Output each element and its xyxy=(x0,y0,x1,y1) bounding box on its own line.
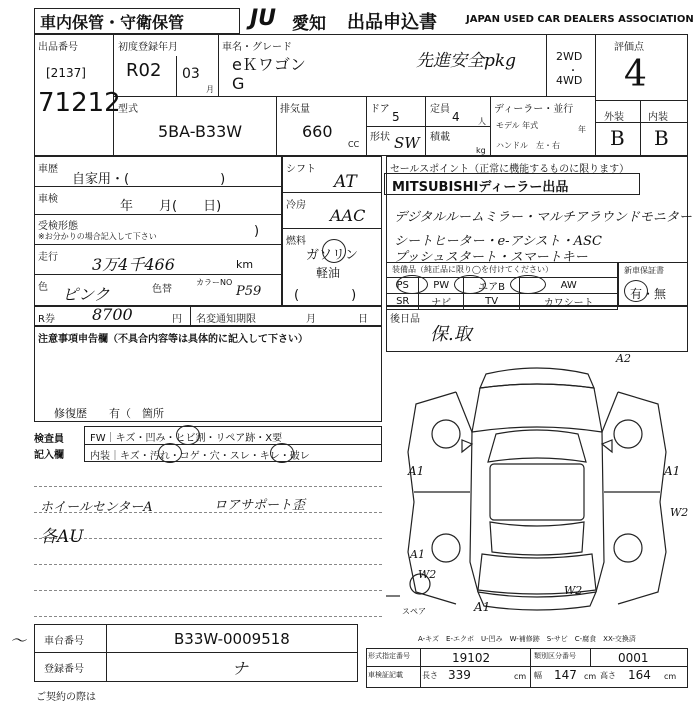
int-mark-circle-1 xyxy=(158,443,182,463)
shape-value: SW xyxy=(394,134,420,152)
ac-value: AAC xyxy=(330,206,366,225)
mark-a1-lower: A1 xyxy=(410,548,425,561)
mark-w2-rear: W2 xyxy=(564,584,583,597)
equip-navi: ナビ xyxy=(419,294,463,310)
storage-stamp-text: 車内保管・守衛保管 xyxy=(40,13,185,32)
mileage-value: 3万4千466 xyxy=(92,255,175,274)
height-label: 高さ xyxy=(600,671,616,680)
mark-a2: A2 xyxy=(616,352,631,365)
score-value: 4 xyxy=(624,54,647,95)
inspector-fw-row: FW｜キズ・凹み・ヒビ割・リペア跡・X要 xyxy=(90,433,283,444)
exterior-grade: B xyxy=(610,126,625,150)
equip-sr: SR xyxy=(387,294,419,310)
chassis-label: 車台番号 xyxy=(44,636,84,647)
remark-line-1: ホイールセンターA xyxy=(40,500,153,515)
capacity-value: 4 xyxy=(452,110,460,124)
drive-2wd: 2WD xyxy=(556,50,583,63)
int-mark-circle-2 xyxy=(270,443,294,463)
recycle-value: 8700 xyxy=(92,305,133,324)
mark-a1-left: A1 xyxy=(408,464,425,478)
mark-w2-right: W2 xyxy=(670,506,689,519)
shape-label: 形状 xyxy=(370,132,390,143)
height-unit: cm xyxy=(664,672,677,681)
capacity-label: 定員 xyxy=(430,104,450,115)
class-no: 0001 xyxy=(618,651,649,665)
capacity-unit: 人 xyxy=(478,117,486,126)
mileage-label: 走行 xyxy=(38,252,58,263)
history-value: 自家用・( ) xyxy=(72,172,226,187)
interior-label: 内装 xyxy=(648,112,668,123)
grade-note: 先進安全pkg xyxy=(416,51,517,71)
lot-sub-number: [2137] xyxy=(46,66,86,80)
first-reg-month: 03 xyxy=(182,66,200,82)
shift-value: AT xyxy=(334,172,357,192)
displacement-value: 660 xyxy=(302,122,333,141)
notice-month: 月 xyxy=(306,314,316,325)
equip-airbag-circle xyxy=(510,275,546,294)
cert-paren: ) xyxy=(254,224,260,239)
warranty-value: 有・無 xyxy=(630,287,667,301)
type-no-label: 形式指定番号 xyxy=(368,652,410,660)
first-reg-year: R02 xyxy=(126,60,162,81)
drive-4wd: 4WD xyxy=(556,74,583,87)
inspector-label-2: 記入欄 xyxy=(34,450,64,461)
damage-legend: A-キズ E-エクボ U-凹み W-補修跡 S-サビ C-腐食 XX-交換済 xyxy=(418,635,636,643)
fw-mark-circle xyxy=(176,425,200,445)
registration-slash: ナ xyxy=(232,659,249,678)
cert-note: ※お分かりの場合記入して下さい xyxy=(38,232,157,241)
org-name: 愛知 xyxy=(292,14,326,34)
inspection-value: 年 月( 日) xyxy=(120,199,222,214)
dealer-handle: ハンドル 左・右 xyxy=(496,141,560,150)
dims-label: 車検証記載 xyxy=(368,671,403,679)
equip-airbag: エアB xyxy=(463,278,520,294)
type-value: 5BA-B33W xyxy=(158,122,243,141)
length-unit: cm xyxy=(514,672,527,681)
registration-label: 登録番号 xyxy=(44,664,84,675)
exterior-label: 外装 xyxy=(604,112,624,123)
warranty-label: 新車保証書 xyxy=(624,266,664,275)
cert-label: 受検形態 xyxy=(38,221,78,232)
displacement-label: 排気量 xyxy=(280,104,310,115)
color-label: 色 xyxy=(38,282,48,293)
equip-ps: PS xyxy=(387,278,419,294)
dealer-year-unit: 年 xyxy=(578,125,586,134)
sales-line-3: プッシュスタート・スマートキー xyxy=(394,250,588,265)
notes-label: 注意事項申告欄（不具合内容等は具体的に記入して下さい） xyxy=(38,334,308,345)
equip-pw-circle xyxy=(454,275,486,294)
color-change-label: 色替 xyxy=(152,284,172,295)
model-grade: G xyxy=(232,74,245,93)
doors-value: 5 xyxy=(392,110,400,124)
type-label: 型式 xyxy=(118,104,138,115)
load-label: 積載 xyxy=(430,132,450,143)
fuel-paren: ( ) xyxy=(294,288,357,303)
remark-line-2: 各AU xyxy=(40,527,84,547)
first-reg-month-unit: 月 xyxy=(206,85,214,94)
inspection-label: 車検 xyxy=(38,194,58,205)
model-name: eＫワゴン xyxy=(232,55,306,74)
equip-ps-circle xyxy=(396,275,428,294)
shift-label: シフト xyxy=(286,164,316,175)
width-unit: cm xyxy=(584,672,597,681)
fuel-circle xyxy=(322,239,346,263)
width-value: 147 xyxy=(554,668,577,682)
interior-grade: B xyxy=(654,126,669,150)
width-label: 幅 xyxy=(534,671,542,680)
association-name: JAPAN USED CAR DEALERS ASSOCIATION xyxy=(466,14,694,25)
notice-label: 名変通知期限 xyxy=(196,314,256,325)
equip-aw: AW xyxy=(520,278,618,294)
dealer-model-year: モデル 年式 xyxy=(496,121,539,130)
load-unit: kg xyxy=(476,146,486,155)
sales-point-label: セールスポイント（正常に機能するものに限ります） xyxy=(390,164,630,175)
notice-day: 日 xyxy=(358,314,368,325)
color-value: ピンク xyxy=(62,285,110,304)
sales-line-1: デジタルルームミラー・マルチアラウンドモニター xyxy=(394,210,692,225)
color-code-label: カラーNO xyxy=(196,278,233,287)
first-reg-label: 初度登録年月 xyxy=(118,42,178,53)
length-value: 339 xyxy=(448,668,471,682)
drive-sep: ・ xyxy=(568,66,578,77)
fuel-diesel: 軽油 xyxy=(316,266,341,280)
mark-a1-right: A1 xyxy=(664,464,681,478)
inspector-interior-row: 内装｜キズ・汚れ・コゲ・穴・スレ・キレ・破レ xyxy=(90,451,310,462)
form-title: 出品申込書 xyxy=(347,12,437,33)
equipment-label: 装備品（純正品に限り◯を付けてください） xyxy=(392,265,553,274)
height-value: 164 xyxy=(628,668,651,682)
lot-number: 71212 xyxy=(38,88,121,118)
dealer-stamp: MITSUBISHIディーラー出品 xyxy=(392,180,569,195)
ac-label: 冷房 xyxy=(286,200,306,211)
model-label: 車名・グレード xyxy=(222,42,292,53)
warranty-circle xyxy=(624,280,648,302)
postscript-value: 保.取 xyxy=(430,324,472,345)
remark-line-1b: ロアサポート歪 xyxy=(214,498,306,513)
equip-tv: TV xyxy=(463,294,520,310)
length-label: 長さ xyxy=(422,671,438,680)
inspector-label-1: 検査員 xyxy=(34,434,64,445)
mark-a1-rear: A1 xyxy=(474,600,491,614)
lot-label: 出品番号 xyxy=(38,42,78,53)
fuel-gasoline: ガソリン xyxy=(306,248,359,263)
sales-line-2: シートヒーター・e-アシスト・ASC xyxy=(394,234,602,249)
fuel-label: 燃料 xyxy=(286,236,306,247)
postscript-label: 後日品 xyxy=(390,314,420,325)
registration-mark: ～ xyxy=(10,631,27,650)
doors-label: ドア xyxy=(370,104,390,115)
dealer-label: ディーラー・並行 xyxy=(494,104,574,115)
chassis-value: B33W-0009518 xyxy=(174,630,290,648)
type-no: 19102 xyxy=(452,651,491,665)
displacement-unit: CC xyxy=(348,140,360,149)
recycle-unit: 円 xyxy=(172,314,182,325)
spare-label: スペア xyxy=(402,607,426,616)
car-damage-diagram xyxy=(386,352,688,634)
recycle-label: R券 xyxy=(38,314,55,325)
ju-logo: JU xyxy=(250,6,277,31)
score-label: 評価点 xyxy=(614,42,644,53)
class-no-label: 類別区分番号 xyxy=(534,652,576,660)
mark-w2-lower: W2 xyxy=(418,568,437,581)
history-label: 車歴 xyxy=(38,164,58,175)
equip-pw: PW xyxy=(419,278,463,294)
color-code: P59 xyxy=(236,284,262,299)
equip-leather: カワシート xyxy=(520,294,618,310)
footer-text: ご契約の際は xyxy=(36,692,96,703)
mileage-unit: km xyxy=(236,258,254,271)
notes-repair: 修復歴 有（ 箇所 xyxy=(54,407,164,420)
